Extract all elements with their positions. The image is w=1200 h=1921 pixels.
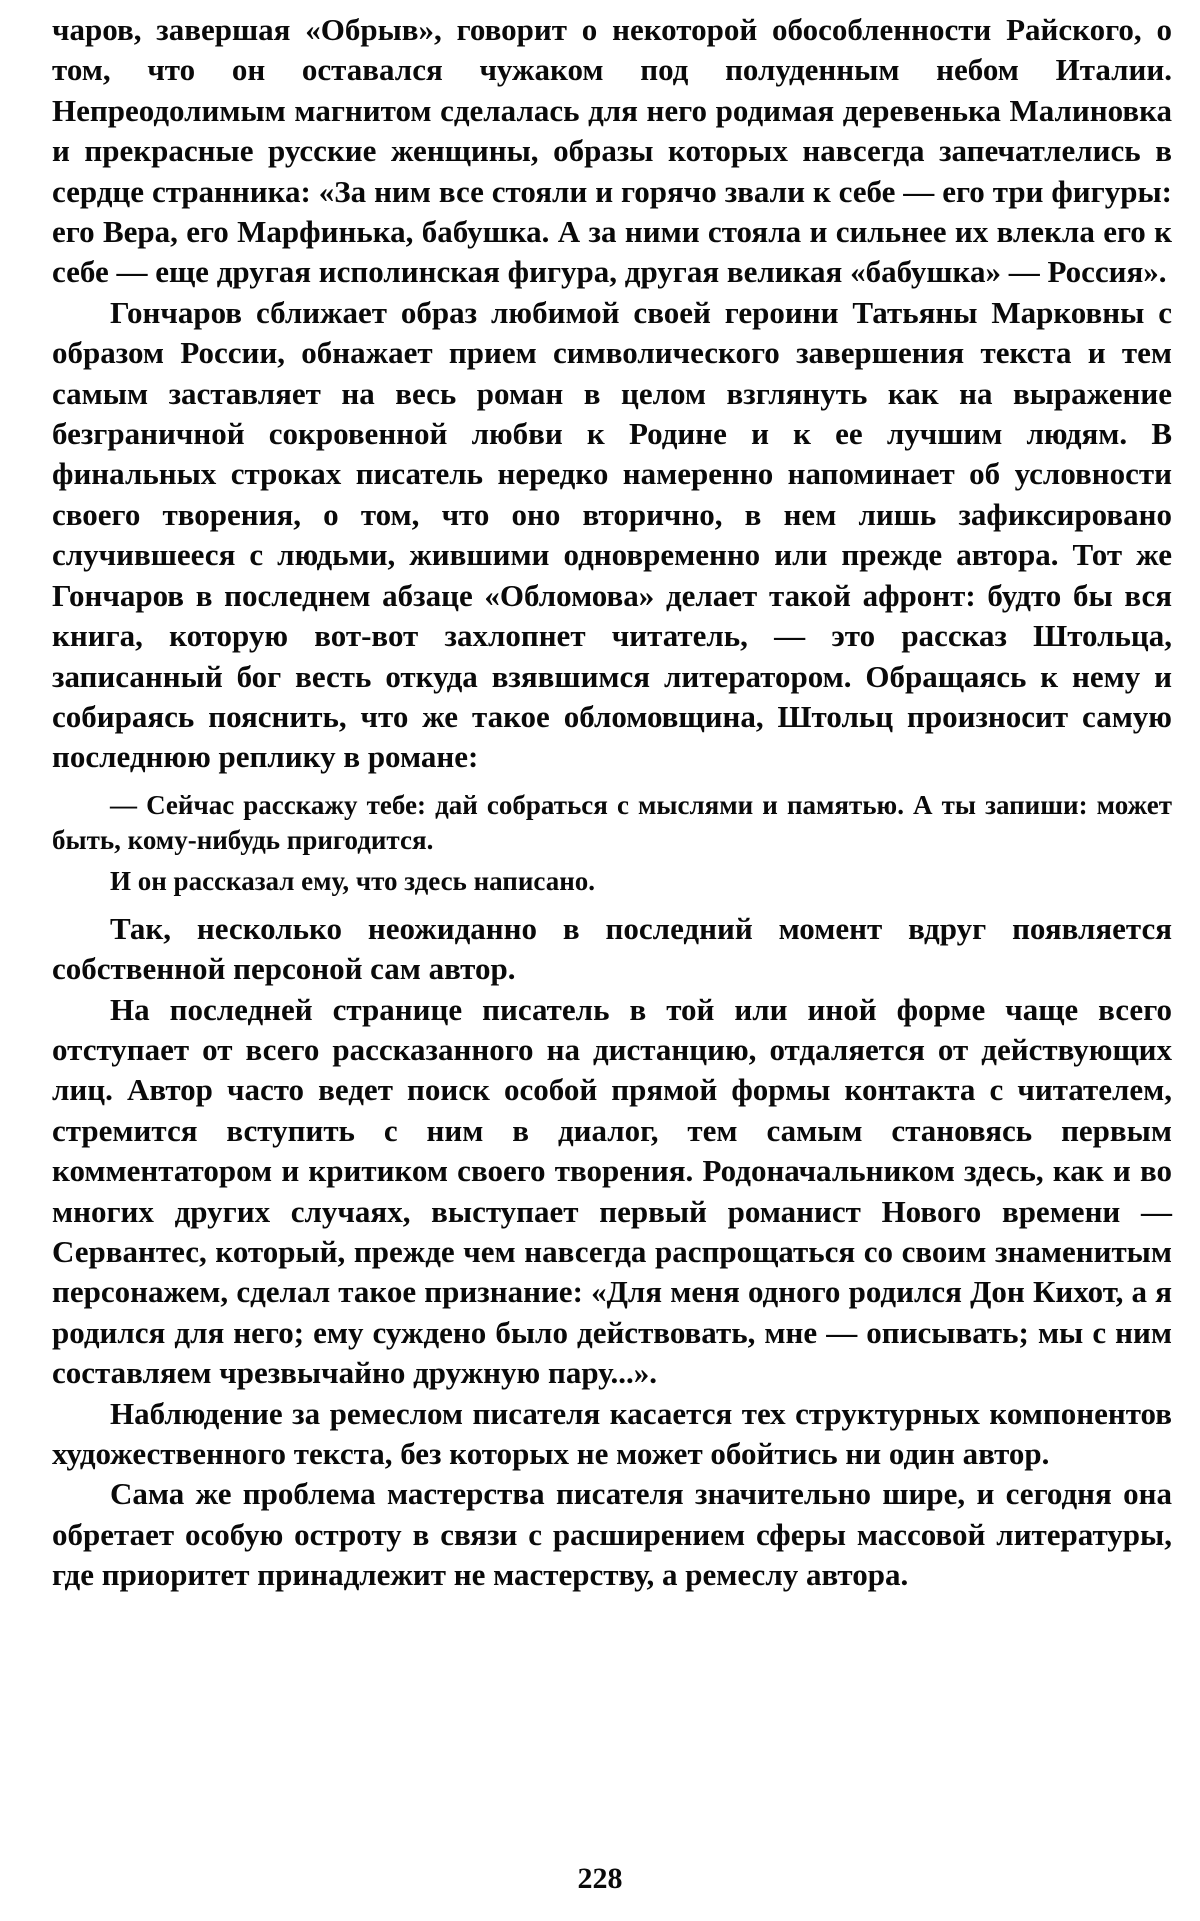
quote-line-1: — Сейчас расскажу тебе: дай собраться с мыслями и памятью. А ты запиши: может быть, кому-нибудь пригодится. (52, 789, 1172, 855)
paragraph-6: Сама же проблема мастерства писателя значительно шире, и сегодня она обретает особую остроту в связи с расширением сферы массовой литературы, где приоритет принадлежит не мастерству, а ремеслу автора. (52, 1476, 1172, 1593)
page-number: 228 (577, 1862, 623, 1895)
paragraph-2: Гончаров сближает образ любимой своей героини Татьяны Марковны с образом России, обнажает прием символического завершения текста и тем самым заставляет на весь роман в целом взглянуть как на выражение безграничной сокровенной любви к Родине и к ее лучшим людям. В финальных строках писатель нередко намеренно напоминает об условности своего творения, о том, что оно вторично, в нем лишь зафиксировано случившееся с людьми, жившими одновременно или прежде автора. Тот же Гончаров в последнем абзаце «Обломова» делает такой афронт: будто бы вся книга, которую вот-вот захлопнет читатель, — это рассказ Штольца, записанный бог весть откуда взявшимся литератором. Обращаясь к нему и собираясь пояснить, что же такое обломовщина, Штольц произносит самую последнюю реплику в романе: (52, 294, 1172, 775)
page-body (52, 10, 1172, 1596)
paragraph-4: На последней странице писатель в той или иной форме чаще всего отступает от всего рассказанного на дистанцию, отдаляется от действующих лиц. Автор часто ведет поиск особой прямой формы контакта с читателем, стремится вступить с ним в диалог, тем самым становясь первым комментатором и критиком своего творения. Родоначальником здесь, как и во многих других случаях, выступает первый романист Нового времени — Сервантес, который, прежде чем навсегда распрощаться со своим знаменитым персонажем, сделал такое признание: «Для меня одного родился Дон Кихот, а я родился для него; ему суждено было действовать, мне — описывать; мы с ним составляем чрезвычайно дружную пару...». (52, 991, 1172, 1391)
quote-line-2: И он рассказал ему, что здесь написано. (110, 865, 596, 896)
paragraph-3: Так, несколько неожиданно в последний момент вдруг появляется собственной персоной сам автор. (52, 910, 1172, 987)
paragraph-5: Наблюдение за ремеслом писателя касается тех структурных компонентов художественного текста, без которых не может обойтись ни один автор. (52, 1395, 1172, 1471)
paragraph-1: чаров, завершая «Обрыв», говорит о некоторой обособленности Райского, о том, что он оставался чужаком под полуденным небом Италии. Непреодолимым магнитом сделалась для него родимая деревенька Малиновка и прекрасные русские женщины, образы которых навсегда запечатлелись в сердце странника: «За ним все стояли и горячо звали к себе — его три фигуры: его Вера, его Марфинька, бабушка. А за ними стояла и сильнее их влекла его к себе — еще другая исполинская фигура, другая великая «бабушка» — Россия». (52, 12, 1172, 290)
